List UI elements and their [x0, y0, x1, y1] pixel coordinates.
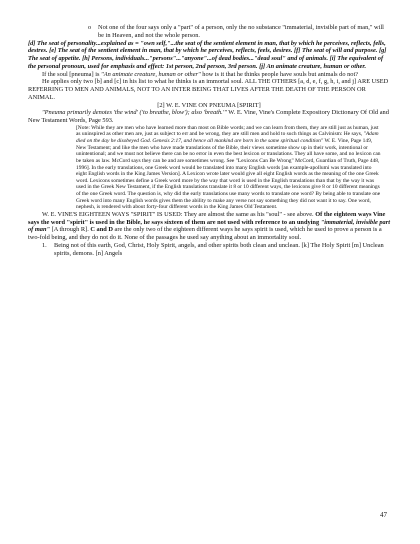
- numbered-item-text: Being not of this earth, God, Christ, Holy Spirit, angels, and other spirits both clean and unclean. [k] The Holy Spirit [m] Unclean spirits, demons. [n] Angels: [54, 241, 384, 257]
- numbered-item: [28, 242, 390, 258]
- definition-notes-italic: [d] The seat of personality...explained as = "own self,"...the seat of the sentient element in man, that by which he perceives, reflects, fells, destres. [e] The seat of the sentient element in man, that by which he perceives, reflects, feels, desires. [f] The seat of will and purpose. [g] The seat of appetite. [h] Persons, individuals..."persons"..."anyone"...of dead bodies..."dead soul" and of animals. [i] The equivalent of the personal pronoun, used for emphasis and effect: 1st person, 2nd person, 3rd person. [j]: [28, 39, 387, 70]
- bullet-marker: o: [88, 24, 92, 31]
- lexicon-note: [76, 125, 382, 211]
- bullet-item: [28, 24, 390, 40]
- eighteen-a: W. E. VINE'S EIGHTEEN WAYS "SPIRIT" IS USED: They are almost the same as his "soul" - see above.: [42, 210, 316, 218]
- eighteen-c: "immaterial, invisible part of man": [28, 218, 390, 234]
- numbered-item-number: 1.: [42, 241, 47, 249]
- eighteen-f: are the only two of the eighteen different ways he says spirit is used, which he used to prove a person is a two-fold being, and they do not do it. None of the passages he used say anything about an immortality soul.: [28, 226, 382, 242]
- paragraph-soul-question-quote: "An animate creature, human or other": [101, 70, 201, 78]
- paragraph-soul-question-a: If the soul [pneuma] is: [42, 70, 102, 78]
- paragraph-soul-question: [28, 71, 390, 79]
- eighteen-e: C and D: [90, 226, 113, 234]
- vine-quote-text: "Pneuma primarily denotes 'the wind' ('to breathe, blow'); also 'breath.'": [42, 109, 227, 117]
- eighteen-ways-paragraph: [28, 211, 390, 242]
- lexicon-note-quote: "Adam died on the day he disobeyed God. Genesis 2:17, and hence all mankind are born in the same spiritual condition": [76, 131, 379, 144]
- definition-notes-emphasis: An animate creature, human or other.: [266, 62, 367, 70]
- paragraph-soul-question-c: how is it that he thinks people have souls but animals do not?: [200, 70, 359, 78]
- bullet-text: Not one of the four says only a "part" of a person, only the no substance "immaterial, invisible part of man," will be in Heaven, and not the whole person.: [98, 24, 384, 39]
- lexicon-note-a: [Note: While they are men who have learned more than most on Bible words; and we can learn from them, they are still just as human, just as uninspired as other men are, just as subject to err and be wrong, they are still men and hold to such things as Calvinism: He says,: [76, 124, 379, 138]
- vine-quote: [28, 109, 390, 125]
- lexicon-note-c: W. E. Vine, Page 149, New Testament; and like the men who have made translations of the Bible, their views sometime show up in their work, intentional or unintentional; and we must not believe there can be no error in even the best lexicon or translations. They all have some, and no lexicon can be taken as law. McCord says they can be and are sometimes wrong. See "Lexicons Can Be Wrong" McCord, Guardian of Truth, Page 448, 1996]. In the early translations, one Greek word would be translated into many English words [an example-apollumi was translated into eight English words in the King James Version]. A Lexicon wrote later would give all eight English words as the meaning of the one Greek word. Lexicons sometimes define a Greek word more by the way that word is used in the English translations than that by the way it was used in the Greek New Testament, if the English translations translate it 8 or 10 different ways, the lexicons give 8 or 10 different meanings of the one Greek word. The question is, why did the early translations use many words to translate one word? By being able to translate one Greek word into many English words gives them the ability to make any verse not say something they did not want it to say. One word, nephesh, is rendered with about forty-four different words in the King James Old Testament.: [76, 138, 381, 211]
- eighteen-b: Of the eighteen ways Vine says the word "spirit" is used in the Bible, he says sixteen of them are not used with reference to an undying: [28, 210, 386, 226]
- vine-quote-source: W. E. Vine, Vine's Complete Expository Dictionary Of Old and New Testament Words, Page 593.: [28, 109, 389, 124]
- page-number: 47: [380, 511, 387, 519]
- definition-notes: [28, 40, 390, 71]
- eighteen-d: [A through R].: [50, 226, 91, 234]
- section-heading: [2] W. E. VINE ON PNEUMA [SPIRIT]: [157, 101, 261, 109]
- paragraph-applies: He applies only two [b] and [c] in his list to what he thinks is an immortal soul. ALL THE OTHERS [a, d, e, f, g, h, i, and j] ARE USED REFERRING TO MEN AND ANIMALS, NOT TO AN INTER BEING THAT LIVES AFTER THE DEATH OF THE PERSON OR ANIMAL.: [28, 78, 389, 101]
- document-page: [28, 24, 390, 257]
